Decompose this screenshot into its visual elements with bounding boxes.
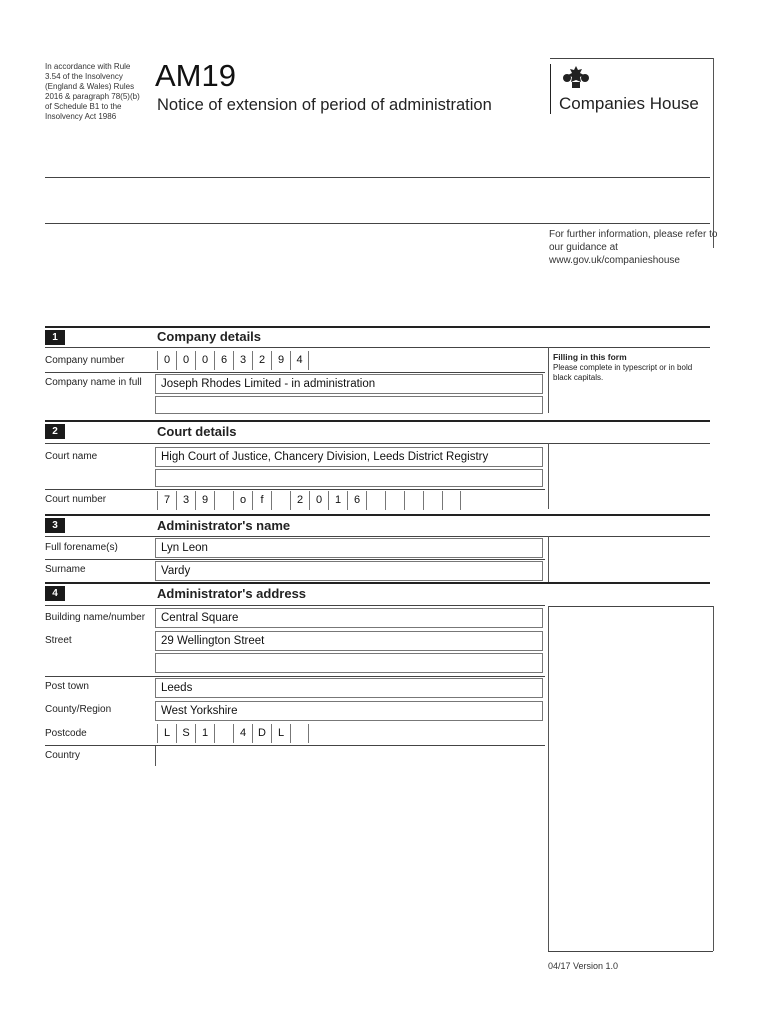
companies-house-logo — [550, 64, 716, 114]
form-number: AM19 — [155, 58, 236, 93]
char-box — [423, 491, 442, 510]
country-field-border — [155, 746, 156, 766]
note-border — [548, 606, 549, 951]
char-box: 2 — [290, 491, 309, 510]
row-divider — [548, 606, 713, 607]
digit-box: 0 — [176, 351, 195, 370]
row-divider — [45, 605, 545, 606]
char-box — [214, 724, 233, 743]
note-border — [548, 443, 549, 509]
street-field-line2[interactable] — [155, 653, 543, 673]
section-divider — [45, 582, 710, 584]
header-divider — [45, 177, 710, 178]
note-border — [713, 606, 714, 951]
note-border — [548, 951, 713, 952]
char-box: 9 — [195, 491, 214, 510]
form-title: Notice of extension of period of administration — [157, 96, 492, 114]
postcode-label: Postcode — [45, 728, 87, 739]
char-box — [214, 491, 233, 510]
section-number: 2 — [45, 424, 65, 439]
court-name-field[interactable]: High Court of Justice, Chancery Division, Leeds District Registry — [155, 447, 543, 467]
section-number: 1 — [45, 330, 65, 345]
company-name-field-line2[interactable] — [155, 396, 543, 414]
digit-box: 0 — [157, 351, 176, 370]
building-field[interactable]: Central Square — [155, 608, 543, 628]
street-label: Street — [45, 635, 72, 646]
note-heading: Filling in this form — [553, 352, 627, 362]
digit-box: 0 — [195, 351, 214, 370]
note-border — [548, 536, 549, 582]
postcode-field[interactable] — [157, 724, 309, 743]
digit-box: 3 — [233, 351, 252, 370]
royal-coat-of-arms-icon — [561, 64, 591, 96]
row-divider — [45, 676, 545, 677]
section-divider — [45, 420, 710, 422]
char-box: 4 — [233, 724, 252, 743]
char-box — [442, 491, 461, 510]
section-title: Court details — [157, 424, 237, 439]
court-name-field-line2[interactable] — [155, 469, 543, 487]
county-label: County/Region — [45, 704, 112, 715]
note-text: Please complete in typescript or in bold black capitals. — [553, 363, 693, 382]
country-label: Country — [45, 750, 81, 761]
char-box: 1 — [195, 724, 214, 743]
char-box — [366, 491, 385, 510]
company-name-field[interactable]: Joseph Rhodes Limited - in administration — [155, 374, 543, 394]
char-box: 0 — [309, 491, 328, 510]
page-border — [713, 58, 714, 248]
section-number: 4 — [45, 586, 65, 601]
company-number-field[interactable] — [157, 351, 309, 370]
char-box: f — [252, 491, 271, 510]
court-number-field[interactable] — [157, 491, 461, 510]
row-divider — [45, 372, 545, 373]
county-field[interactable]: West Yorkshire — [155, 701, 543, 721]
surname-field[interactable]: Vardy — [155, 561, 543, 581]
digit-box: 9 — [271, 351, 290, 370]
row-divider — [45, 347, 710, 348]
row-divider — [45, 536, 710, 537]
section-divider — [45, 514, 710, 516]
surname-label: Surname — [45, 564, 86, 575]
section-divider — [45, 326, 710, 328]
char-box — [385, 491, 404, 510]
char-box: L — [271, 724, 290, 743]
street-field[interactable]: 29 Wellington Street — [155, 631, 543, 651]
section-title: Administrator's name — [157, 518, 291, 533]
section-number: 3 — [45, 518, 65, 533]
forenames-label: Full forename(s) — [45, 542, 118, 553]
company-number-label: Company number — [45, 355, 125, 366]
post-town-field[interactable]: Leeds — [155, 678, 543, 698]
char-box: S — [176, 724, 195, 743]
row-divider — [45, 745, 545, 746]
page-border — [550, 58, 713, 59]
section-title: Administrator's address — [157, 586, 307, 601]
country-field[interactable] — [157, 747, 543, 766]
forenames-field[interactable]: Lyn Leon — [155, 538, 543, 558]
note-border — [548, 347, 549, 413]
char-box: o — [233, 491, 252, 510]
section-title: Company details — [157, 329, 262, 344]
char-box — [271, 491, 290, 510]
char-box: 1 — [328, 491, 347, 510]
char-box — [290, 724, 309, 743]
row-divider — [45, 489, 545, 490]
post-town-label: Post town — [45, 681, 89, 692]
digit-box: 4 — [290, 351, 309, 370]
publisher-name: Companies House — [559, 94, 699, 113]
char-box: 3 — [176, 491, 195, 510]
legal-reference-text: In accordance with Rule 3.54 of the Insolvency (England & Wales) Rules 2016 & paragraph 78(5)(b) of Schedule B1 to the Insolvency Act 1986 — [45, 62, 140, 121]
further-information-text: For further information, please refer to our guidance at www.gov.uk/companieshouse — [549, 229, 718, 266]
char-box: 7 — [157, 491, 176, 510]
char-box: 6 — [347, 491, 366, 510]
version-footer: 04/17 Version 1.0 — [548, 961, 619, 971]
char-box: D — [252, 724, 271, 743]
header-divider — [45, 223, 710, 224]
char-box: L — [157, 724, 176, 743]
char-box — [404, 491, 423, 510]
digit-box: 2 — [252, 351, 271, 370]
court-number-label: Court number — [45, 494, 107, 505]
row-divider — [45, 559, 545, 560]
company-name-label: Company name in full — [45, 377, 142, 388]
building-label: Building name/number — [45, 612, 146, 623]
filling-in-note — [553, 352, 713, 383]
row-divider — [45, 443, 710, 444]
court-name-label: Court name — [45, 451, 98, 462]
digit-box: 6 — [214, 351, 233, 370]
